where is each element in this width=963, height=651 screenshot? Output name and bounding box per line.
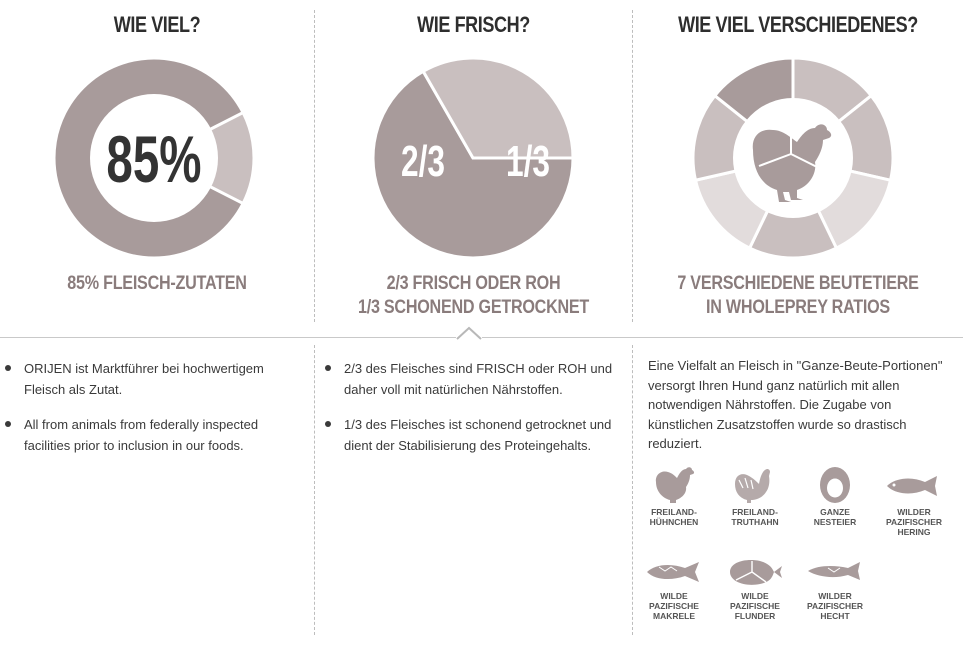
flounder-icon bbox=[726, 556, 784, 588]
list-item-text: 2/3 des Fleisches sind FRISCH oder ROH und daher voll mit natürlichen Nährstoffen. bbox=[344, 361, 613, 397]
column-how-fresh bbox=[315, 0, 632, 651]
caption-line: 7 VERSCHIEDENE BEUTETIERE bbox=[677, 273, 919, 294]
caption-line: 2/3 FRISCH ODER ROH bbox=[386, 273, 561, 294]
meat-percentage-donut bbox=[52, 56, 256, 260]
turkey-icon bbox=[733, 466, 777, 504]
list-item bbox=[325, 414, 625, 456]
variety-paragraph: Eine Vielfalt an Fleisch in "Ganze-Beute-Portionen" versorgt Ihren Hund ganz natürlich mit allen notwendigen Nährstoffen. Die Zugabe von künstlichen Zusatzstoffen wurde so drastisch reduziert. bbox=[648, 358, 943, 451]
egg-icon bbox=[813, 466, 857, 504]
prey-label: FREILAND- TRUTHAHN bbox=[731, 507, 779, 527]
column-caption bbox=[658, 272, 939, 320]
mackerel-icon bbox=[645, 556, 703, 588]
bullet-list bbox=[5, 358, 295, 470]
column-heading: WIE VIEL? bbox=[113, 12, 201, 37]
prey-item bbox=[638, 466, 710, 527]
prey-item bbox=[878, 466, 950, 537]
list-item-text: 1/3 des Fleisches ist schonend getrocknet und dient der Stabilisierung des Proteingehalts. bbox=[344, 417, 612, 453]
prey-item bbox=[799, 466, 871, 527]
prey-label: WILDE PAZIFISCHE FLUNDER bbox=[730, 591, 780, 621]
prey-item bbox=[719, 466, 791, 527]
donut-center-label: 85% bbox=[106, 123, 202, 197]
pie-right-label: 1/3 bbox=[505, 136, 551, 187]
list-item-text: All from animals from federally inspected facilities prior to inclusion in our foods. bbox=[24, 417, 259, 453]
bullet-icon bbox=[325, 421, 331, 427]
column-heading: WIE FRISCH? bbox=[417, 12, 530, 37]
prey-variety-donut bbox=[691, 56, 895, 260]
bullet-list bbox=[325, 358, 625, 470]
column-caption bbox=[24, 272, 291, 296]
bullet-icon bbox=[325, 365, 331, 371]
prey-item bbox=[719, 556, 791, 621]
freshness-pie bbox=[371, 56, 575, 260]
list-item bbox=[5, 358, 295, 400]
caption-line: IN WHOLEPREY RATIOS bbox=[706, 297, 890, 318]
list-item bbox=[325, 358, 625, 400]
prey-label: WILDER PAZIFISCHER HECHT bbox=[806, 591, 864, 621]
column-variety bbox=[633, 0, 963, 651]
prey-item bbox=[799, 556, 871, 621]
bullet-icon bbox=[5, 365, 11, 371]
prey-label: FREILAND- HÜHNCHEN bbox=[649, 507, 699, 527]
pike-icon bbox=[806, 556, 864, 588]
bullet-icon bbox=[5, 421, 11, 427]
caption-line: 1/3 SCHONEND GETROCKNET bbox=[357, 297, 590, 318]
pie-left-label: 2/3 bbox=[400, 136, 446, 187]
prey-label: GANZE NESTEIER bbox=[813, 507, 857, 527]
caption-line: 85% FLEISCH-ZUTATEN bbox=[67, 273, 247, 294]
prey-label: WILDE PAZIFISCHE MAKRELE bbox=[649, 591, 699, 621]
column-heading: WIE VIEL VERSCHIEDENES? bbox=[678, 12, 918, 37]
prey-label: WILDER PAZIFISCHER HERING bbox=[885, 507, 943, 537]
prey-item bbox=[638, 556, 710, 621]
list-item bbox=[5, 414, 295, 456]
herring-icon bbox=[885, 466, 943, 504]
column-how-much bbox=[0, 0, 314, 651]
list-item-text: ORIJEN ist Marktführer bei hochwertigem Fleisch als Zutat. bbox=[24, 361, 264, 397]
chicken-icon bbox=[652, 466, 696, 504]
column-caption bbox=[339, 272, 608, 320]
